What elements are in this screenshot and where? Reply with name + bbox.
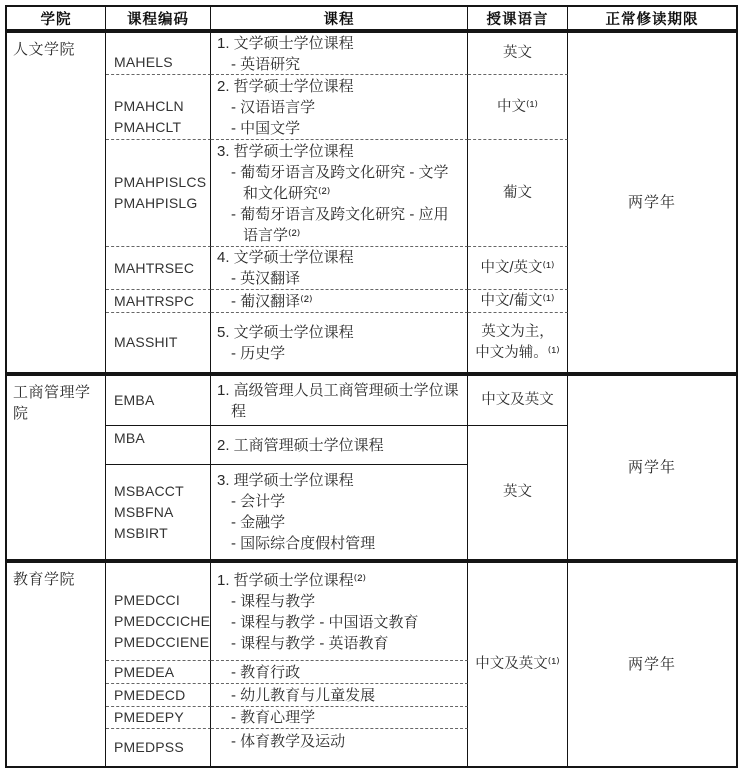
faculty-cell: 教育学院 <box>7 563 106 766</box>
course-cell <box>211 729 468 766</box>
course-code-cell <box>106 707 211 729</box>
course-line: - 会计学 <box>231 493 286 510</box>
course-line: 1. 高级管理人员工商管理硕士学位课 <box>217 381 459 399</box>
course-line: - 国际综合度假村管理 <box>231 535 376 552</box>
course-code-cell <box>106 661 211 684</box>
duration-cell: 两学年 <box>627 459 676 476</box>
course-line: - 汉语语言学 <box>231 98 316 116</box>
course-line: - 金融学 <box>231 514 286 531</box>
course-line: - 中国文学 <box>231 119 301 137</box>
course-code: MASSHIT <box>114 334 178 350</box>
course-line: 3. 理学硕士学位课程 <box>217 472 354 489</box>
course-line: - 英汉翻译 <box>231 270 301 287</box>
course-code: MSBFNA <box>114 503 174 520</box>
course-code: MAHTRSEC <box>114 259 195 276</box>
course-cell <box>211 140 468 247</box>
faculty-cell: 人文学院 <box>7 33 106 372</box>
course-code: PMEDPSS <box>114 739 184 755</box>
duration-cell: 两学年 <box>627 194 676 211</box>
course-line: - 葡汉翻译⁽²⁾ <box>231 292 313 310</box>
program-table <box>5 5 738 768</box>
course-code: PMEDCCIENE <box>114 634 210 650</box>
course-cell <box>211 33 468 75</box>
course-line: - 英语研究 <box>231 55 301 73</box>
col-header-code: 课程编码 <box>106 7 211 29</box>
course-code: EMBA <box>114 392 155 408</box>
course-line: - 历史学 <box>231 344 286 362</box>
course-line: - 葡萄牙语言及跨文化研究 - 应用 <box>231 205 449 223</box>
course-code: PMEDCCICHE <box>114 613 211 629</box>
course-code-cell <box>106 465 211 559</box>
course-code-cell <box>106 140 211 247</box>
language-line: 中文及英文 <box>481 392 554 408</box>
course-cell <box>211 707 468 729</box>
course-code-cell <box>106 290 211 313</box>
course-code: PMAHPISLCS <box>114 174 207 190</box>
language-line: 中文/英文⁽¹⁾ <box>480 259 555 276</box>
course-code: PMAHPISLG <box>114 195 198 211</box>
language-cell <box>468 563 568 766</box>
course-line: - 幼儿教育与儿童发展 <box>231 686 376 704</box>
course-code: MAHELS <box>114 54 173 70</box>
language-cell <box>468 426 568 559</box>
language-line: 中文为辅。⁽¹⁾ <box>475 344 560 361</box>
language-cell <box>468 313 568 372</box>
course-line: 和文化研究⁽²⁾ <box>243 184 331 202</box>
language-cell <box>468 33 568 75</box>
course-code: PMEDEA <box>114 663 175 680</box>
course-line: 2. 工商管理硕士学位课程 <box>217 436 384 454</box>
language-line: 葡文 <box>503 184 532 201</box>
course-code: MSBIRT <box>114 524 168 541</box>
course-cell <box>211 563 468 661</box>
course-code: PMAHCLN <box>114 98 184 114</box>
course-cell <box>211 376 468 426</box>
course-code: PMEDEPY <box>114 709 184 725</box>
col-header-language: 授课语言 <box>468 7 568 29</box>
course-code-cell <box>106 684 211 707</box>
course-line: - 课程与教学 - 英语教育 <box>231 634 389 652</box>
course-line: 1. 哲学硕士学位课程⁽²⁾ <box>217 571 367 589</box>
course-cell <box>211 684 468 707</box>
language-line: 英文为主， <box>481 323 554 340</box>
course-cell <box>211 247 468 290</box>
language-line: 英文 <box>503 484 532 500</box>
course-code-cell <box>106 247 211 290</box>
language-line: 中文/葡文⁽¹⁾ <box>480 292 555 309</box>
course-line: 语言学⁽²⁾ <box>243 226 301 244</box>
course-code-cell <box>106 75 211 140</box>
language-line: 中文及英文⁽¹⁾ <box>475 656 560 672</box>
language-cell <box>468 247 568 290</box>
course-line: 5. 文学硕士学位课程 <box>217 323 354 341</box>
course-code: MAHTRSPC <box>114 292 195 309</box>
course-cell <box>211 661 468 684</box>
course-line: - 葡萄牙语言及跨文化研究 - 文学 <box>231 163 449 181</box>
course-line: 程 <box>231 402 247 420</box>
course-code: PMEDECD <box>114 686 186 703</box>
course-code-cell <box>106 376 211 426</box>
course-code-cell <box>106 729 211 766</box>
course-line: 4. 文学硕士学位课程 <box>217 249 354 266</box>
duration-cell: 两学年 <box>627 656 676 673</box>
language-line: 英文 <box>503 45 532 61</box>
course-code-cell <box>106 563 211 661</box>
course-line: 3. 哲学硕士学位课程 <box>217 142 354 160</box>
course-line: 1. 文学硕士学位课程 <box>217 34 354 52</box>
course-line: 2. 哲学硕士学位课程 <box>217 77 354 95</box>
col-header-duration: 正常修读期限 <box>605 11 699 28</box>
course-code-cell <box>106 313 211 372</box>
faculty-cell: 工商管理学院 <box>7 376 106 559</box>
table-header <box>5 5 738 31</box>
course-cell <box>211 75 468 140</box>
course-code: PMEDCCI <box>114 592 180 608</box>
language-cell <box>468 140 568 247</box>
col-header-course: 课程 <box>211 7 468 29</box>
language-cell <box>468 75 568 140</box>
language-cell <box>468 290 568 313</box>
course-cell <box>211 290 468 313</box>
course-code: PMAHCLT <box>114 119 182 135</box>
course-code: MBA <box>114 430 145 446</box>
course-cell <box>211 313 468 372</box>
col-header-faculty: 学院 <box>7 7 106 29</box>
course-line: - 教育行政 <box>231 663 301 681</box>
language-line: 中文⁽¹⁾ <box>497 98 538 115</box>
course-line: - 体育教学及运动 <box>231 733 346 750</box>
section-humanities <box>5 31 738 374</box>
course-cell <box>211 426 468 465</box>
course-line: - 课程与教学 - 中国语文教育 <box>231 613 419 631</box>
course-code-cell <box>106 426 211 465</box>
course-line: - 教育心理学 <box>231 709 316 726</box>
section-education <box>5 561 738 768</box>
section-business <box>5 374 738 561</box>
course-cell <box>211 465 468 559</box>
course-code-cell <box>106 33 211 75</box>
course-line: - 课程与教学 <box>231 592 316 610</box>
course-code: MSBACCT <box>114 482 184 499</box>
language-cell <box>468 376 568 426</box>
